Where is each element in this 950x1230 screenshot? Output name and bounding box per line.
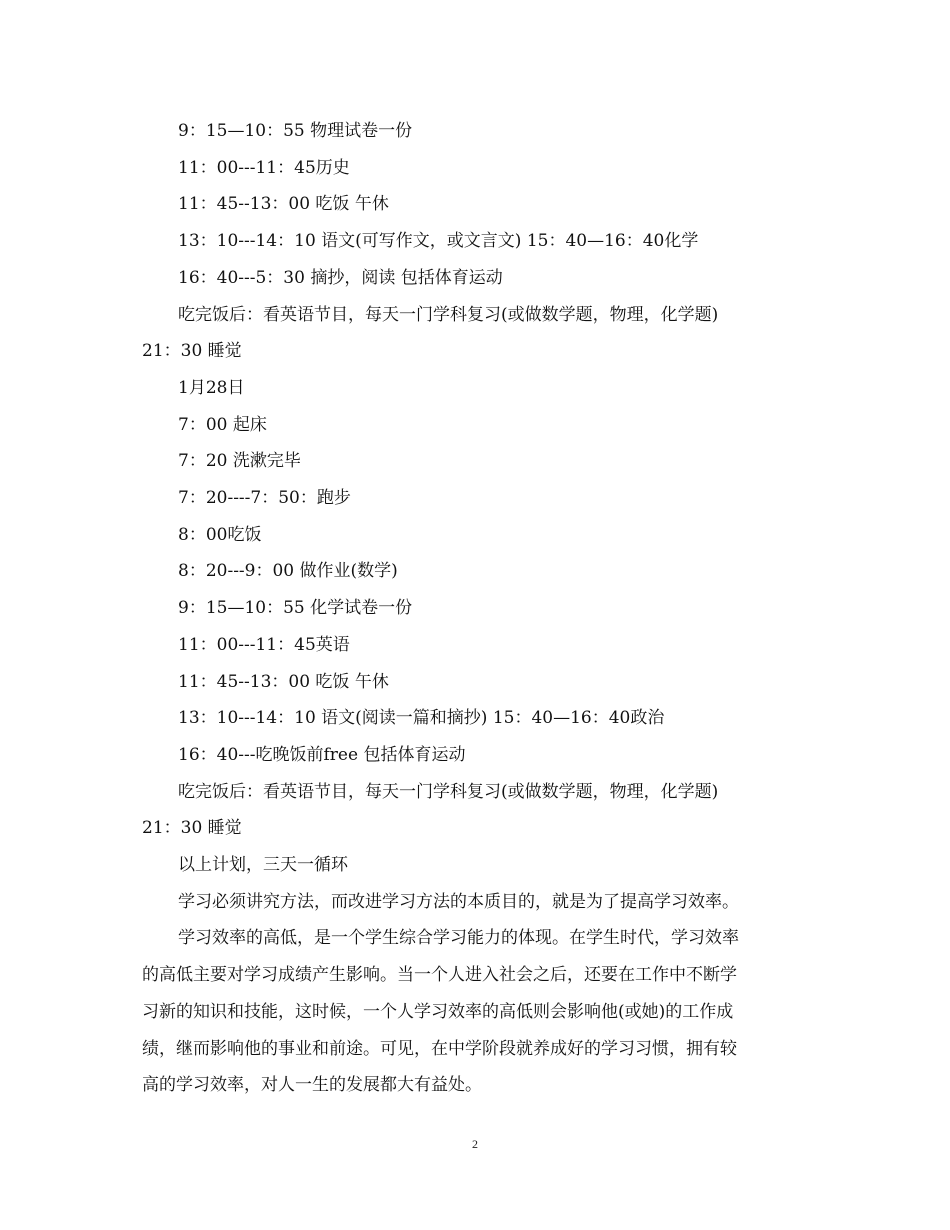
schedule-line: 11：45--13：00 吃饭 午休 bbox=[178, 194, 389, 215]
day-heading: 1月28日 bbox=[178, 377, 245, 398]
schedule-line: 7：00 起床 bbox=[178, 414, 267, 435]
schedule-line: 13：10---14：10 语文(阅读一篇和摘抄) 15：40—16：40政治 bbox=[178, 708, 665, 729]
schedule-line: 11：45--13：00 吃饭 午休 bbox=[178, 671, 389, 692]
paragraph-line: 的高低主要对学习成绩产生影响。当一个人进入社会之后，还要在工作中不断学 bbox=[142, 965, 737, 986]
paragraph-line: 绩，继而影响他的事业和前途。可见，在中学阶段就养成好的学习习惯，拥有较 bbox=[142, 1038, 737, 1059]
schedule-line: 13：10---14：10 语文(可写作文，或文言文) 15：40—16：40化学 bbox=[178, 231, 699, 252]
schedule-line: 11：00---11：45历史 bbox=[178, 157, 350, 178]
paragraph-method: 学习必须讲究方法，而改进学习方法的本质目的，就是为了提高学习效率。 bbox=[178, 891, 739, 912]
sleep-line: 21：30 睡觉 bbox=[142, 818, 242, 839]
schedule-line: 7：20 洗漱完毕 bbox=[178, 451, 301, 472]
cycle-note: 以上计划，三天一循环 bbox=[178, 855, 348, 876]
schedule-line: 8：00吃饭 bbox=[178, 524, 262, 545]
page-body bbox=[142, 113, 812, 1104]
paragraph-line: 学习效率的高低，是一个学生综合学习能力的体现。在学生时代，学习效率 bbox=[178, 928, 739, 949]
paragraph-efficiency bbox=[142, 920, 812, 1104]
schedule-line: 9：15—10：55 物理试卷一份 bbox=[178, 121, 413, 141]
schedule-line: 9：15—10：55 化学试卷一份 bbox=[178, 598, 413, 619]
sleep-line: 21：30 睡觉 bbox=[142, 341, 242, 362]
schedule-line: 11：00---11：45英语 bbox=[178, 634, 350, 655]
paragraph-line: 习新的知识和技能，这时候，一个人学习效率的高低则会影响他(或她)的工作成 bbox=[142, 1001, 734, 1022]
schedule-line: 8：20---9：00 做作业(数学) bbox=[178, 561, 398, 582]
schedule-line: 16：40---吃晚饭前free 包括体育运动 bbox=[178, 744, 466, 765]
schedule-line: 7：20----7：50：跑步 bbox=[178, 488, 351, 509]
schedule-line: 吃完饭后：看英语节目，每天一门学科复习(或做数学题，物理，化学题) bbox=[178, 304, 719, 325]
schedule-line: 吃完饭后：看英语节目，每天一门学科复习(或做数学题，物理，化学题) bbox=[178, 781, 719, 802]
paragraph-line: 高的学习效率，对人一生的发展都大有益处。 bbox=[142, 1075, 482, 1096]
schedule-line: 16：40---5：30 摘抄，阅读 包括体育运动 bbox=[178, 267, 503, 288]
page-number: 2 bbox=[472, 1137, 478, 1151]
